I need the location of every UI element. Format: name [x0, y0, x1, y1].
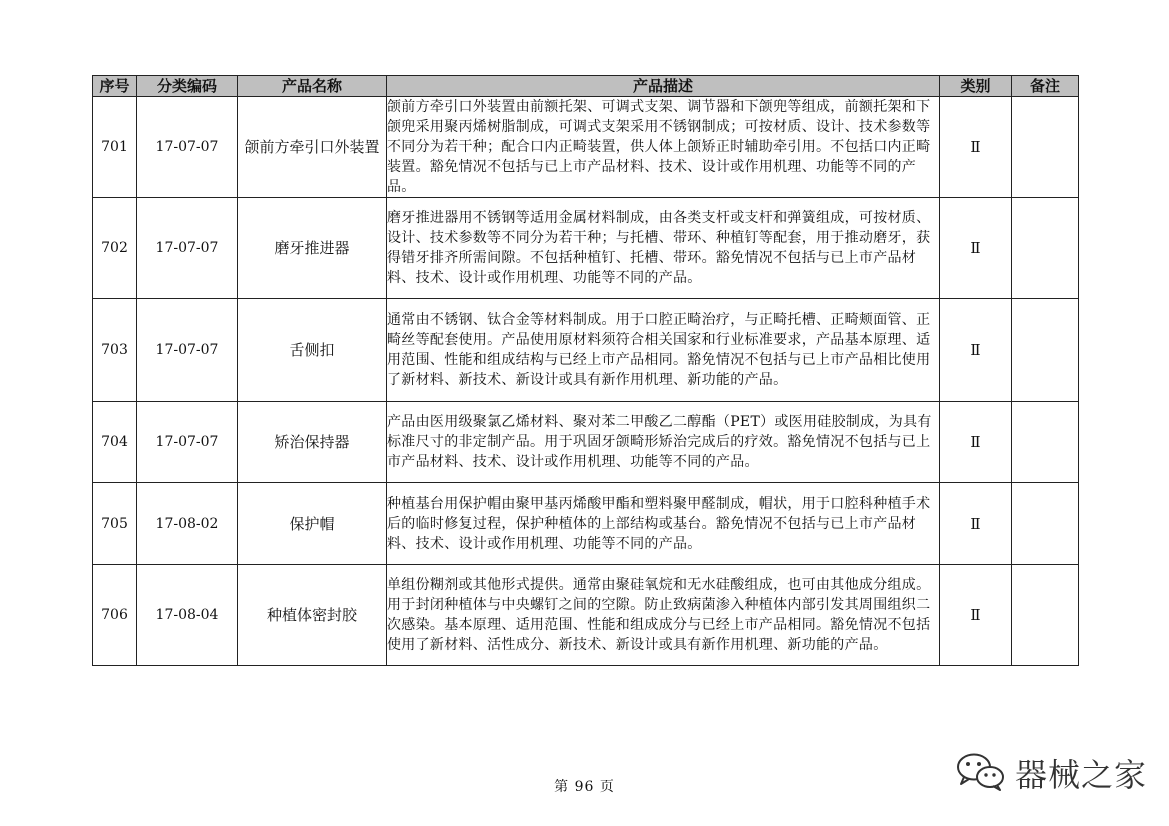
row-category: Ⅱ [940, 97, 1012, 198]
row-name: 磨牙推进器 [238, 198, 387, 299]
table-row [93, 483, 1079, 565]
watermark [955, 750, 1147, 796]
row-name: 种植体密封胶 [238, 565, 387, 666]
table-row [93, 299, 1079, 402]
row-desc: 通常由不锈钢、钛合金等材料制成。用于口腔正畸治疗，与正畸托槽、正畸颊面管、正畸丝等配套使用。产品使用原材料须符合相关国家和行业标准要求，产品基本原理、适用范围、性能和组成结构与已经上市产品相同。豁免情况不包括与已上市产品相比使用了新材料、新技术、新设计或具有新作用机理、新功能的产品。 [387, 299, 940, 402]
table-row [93, 97, 1079, 198]
row-code: 17-07-07 [137, 198, 238, 299]
header-note: 备注 [1012, 76, 1079, 97]
row-no: 703 [93, 299, 137, 402]
row-no: 705 [93, 483, 137, 565]
row-note [1012, 198, 1079, 299]
row-name: 颌前方牵引口外装置 [238, 97, 387, 198]
row-note [1012, 565, 1079, 666]
row-note [1012, 483, 1079, 565]
row-note [1012, 402, 1079, 483]
row-name: 矫治保持器 [238, 402, 387, 483]
row-no: 704 [93, 402, 137, 483]
header-no: 序号 [93, 76, 137, 97]
row-code: 17-08-04 [137, 565, 238, 666]
row-category: Ⅱ [940, 299, 1012, 402]
row-desc: 磨牙推进器用不锈钢等适用金属材料制成，由各类支杆或支杆和弹簧组成，可按材质、设计、技术参数等不同分为若干种；与托槽、带环、种植钉等配套，用于推动磨牙，获得错牙排齐所需间隙。不包括种植钉、托槽、带环。豁免情况不包括与已上市产品材料、技术、设计或作用机理、功能等不同的产品。 [387, 198, 940, 299]
row-category: Ⅱ [940, 483, 1012, 565]
row-note [1012, 299, 1079, 402]
header-desc: 产品描述 [387, 76, 940, 97]
watermark-text: 器械之家 [1015, 756, 1148, 794]
row-name: 舌侧扣 [238, 299, 387, 402]
row-code: 17-08-02 [137, 483, 238, 565]
row-no: 706 [93, 565, 137, 666]
row-desc: 单组份糊剂或其他形式提供。通常由聚硅氧烷和无水硅酸组成，也可由其他成分组成。用于封闭种植体与中央螺钉之间的空隙。防止致病菌渗入种植体内部引发其周围组织二次感染。基本原理、适用范围、性能和组成成分与已经上市产品相同。豁免情况不包括使用了新材料、活性成分、新技术、新设计或具有新作用机理、新功能的产品。 [387, 565, 940, 666]
row-name: 保护帽 [238, 483, 387, 565]
table-row [93, 402, 1079, 483]
row-code: 17-07-07 [137, 97, 238, 198]
row-category: Ⅱ [940, 198, 1012, 299]
table-header-row [93, 76, 1079, 97]
row-desc: 产品由医用级聚氯乙烯材料、聚对苯二甲酸乙二醇酯（PET）或医用硅胶制成，为具有标准尺寸的非定制产品。用于巩固牙颌畸形矫治完成后的疗效。豁免情况不包括与已上市产品材料、技术、设计或作用机理、功能等不同的产品。 [387, 402, 940, 483]
header-code: 分类编码 [137, 76, 238, 97]
table-row [93, 565, 1079, 666]
product-table [92, 75, 1079, 666]
row-no: 702 [93, 198, 137, 299]
row-code: 17-07-07 [137, 299, 238, 402]
header-category: 类别 [940, 76, 1012, 97]
table-row [93, 198, 1079, 299]
row-desc: 颌前方牵引口外装置由前额托架、可调式支架、调节器和下颌兜等组成，前额托架和下颌兜采用聚丙烯树脂制成，可调式支架采用不锈钢制成；可按材质、设计、技术参数等不同分为若干种；配合口内正畸装置，供人体上颌矫正时辅助牵引用。不包括口内正畸装置。豁免情况不包括与已上市产品材料、技术、设计或作用机理、功能等不同的产品。 [387, 97, 940, 198]
row-desc: 种植基台用保护帽由聚甲基丙烯酸甲酯和塑料聚甲醛制成，帽状，用于口腔科种植手术后的临时修复过程，保护种植体的上部结构或基台。豁免情况不包括与已上市产品材料、技术、设计或作用机理、功能等不同的产品。 [387, 483, 940, 565]
wechat-icon [955, 751, 1007, 795]
row-note [1012, 97, 1079, 198]
header-name: 产品名称 [238, 76, 387, 97]
row-no: 701 [93, 97, 137, 198]
page-number: 第 96 页 [554, 779, 615, 795]
row-category: Ⅱ [940, 402, 1012, 483]
row-code: 17-07-07 [137, 402, 238, 483]
row-category: Ⅱ [940, 565, 1012, 666]
